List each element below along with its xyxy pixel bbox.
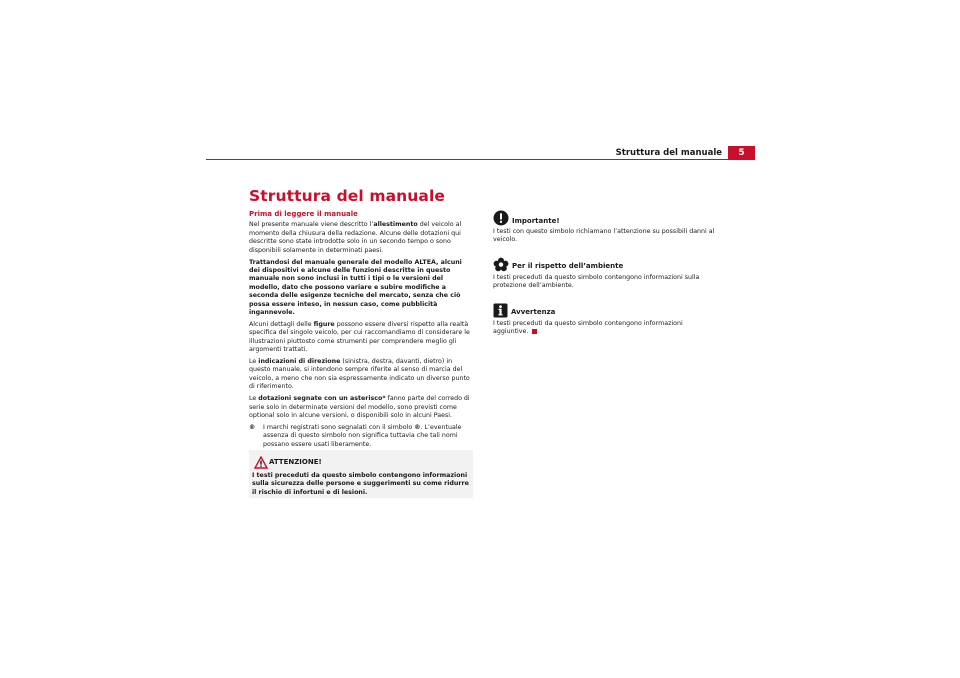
- paragraph-figures: Alcuni dettagli delle figure possono essere diversi rispetto alla realtà specifica del singolo veicolo, per cui raccomandiamo di considerare le illustrazioni piuttosto come strumenti per comprendere meglio gli argomenti trattati.: [249, 320, 470, 354]
- note-text: I testi preceduti da questo simbolo contengono informazioni aggiuntive.: [493, 319, 683, 336]
- environment-block: [493, 256, 718, 291]
- flower-icon: [493, 257, 509, 272]
- section-subheading: Prima di leggere il manuale: [249, 210, 358, 218]
- note-title: Avvertenza: [511, 308, 556, 317]
- paragraph-asterisk: Le dotazioni segnate con un asterisco* fanno parte del corredo di serie solo in determinate versioni del modello, sono previsti come optional solo in alcune versioni, o disponibili solo in alcuni Paesi.: [249, 395, 470, 419]
- header-rule: [206, 159, 728, 160]
- warning-title: ATTENZIONE!: [269, 458, 322, 466]
- paragraph-equipment: Nel presente manuale viene descritto l’allestimento del veicolo al momento della chiusura della redazione. Alcune delle dotazioni qui descritte sono state introdotte solo in un secondo tempo o sono disponibili solamente in determinati paesi.: [249, 221, 462, 254]
- info-icon: [493, 303, 508, 318]
- left-column: [249, 210, 473, 478]
- paragraph-directions: Le indicazioni di direzione (sinistra, destra, davanti, dietro) in questo manuale, si intendono sempre riferite al senso di marcia del veicolo, a meno che non sia espressamente indicato un diverso punto di riferimento.: [249, 358, 470, 391]
- right-column: [493, 210, 718, 340]
- warning-text: I testi preceduti da questo simbolo contengono informazioni sulla sicurezza delle persone e suggerimenti su come ridurre il rischio di infortuni e di lesioni.: [252, 472, 469, 496]
- important-text: I testi con questo simbolo richiamano l’attenzione su possibili danni al veicolo.: [493, 228, 715, 244]
- end-square-icon: [532, 329, 537, 334]
- note-block: [493, 302, 718, 337]
- exclamation-icon: [493, 210, 509, 226]
- warning-header: [249, 456, 473, 470]
- list-item-registered: ® I marchi registrati sono segnalati con il simbolo ®. L’eventuale assenza di questo simbolo non significa tuttavia che tali nomi possano essere usati liberamente.: [249, 423, 462, 448]
- page-number: 5: [728, 146, 755, 160]
- warning-triangle-icon: [254, 456, 268, 469]
- page-title: Struttura del manuale: [249, 187, 445, 205]
- environment-title: Per il rispetto dell’ambiente: [512, 262, 624, 271]
- warning-box: [249, 450, 473, 498]
- environment-text: I testi preceduti da questo simbolo contengono informazioni sulla protezione dell’ambiente.: [493, 273, 700, 290]
- paragraph-general-manual: Trattandosi del manuale generale del modello ALTEA, alcuni dei dispositivi e alcune delle funzioni descritte in questo manuale non sono inclusi in tutti i tipi o le versioni del modello, dato che possono variare e subire modifiche a seconda delle esigenze tecniche del mercato, senza che ciò possa essere inteso, in nessun caso, come pubblicità ingannevole.: [249, 258, 462, 316]
- running-header-title: Struttura del manuale: [615, 148, 722, 158]
- important-title: Importante!: [512, 216, 560, 225]
- registered-icon: ®: [249, 423, 256, 431]
- important-block: [493, 210, 718, 245]
